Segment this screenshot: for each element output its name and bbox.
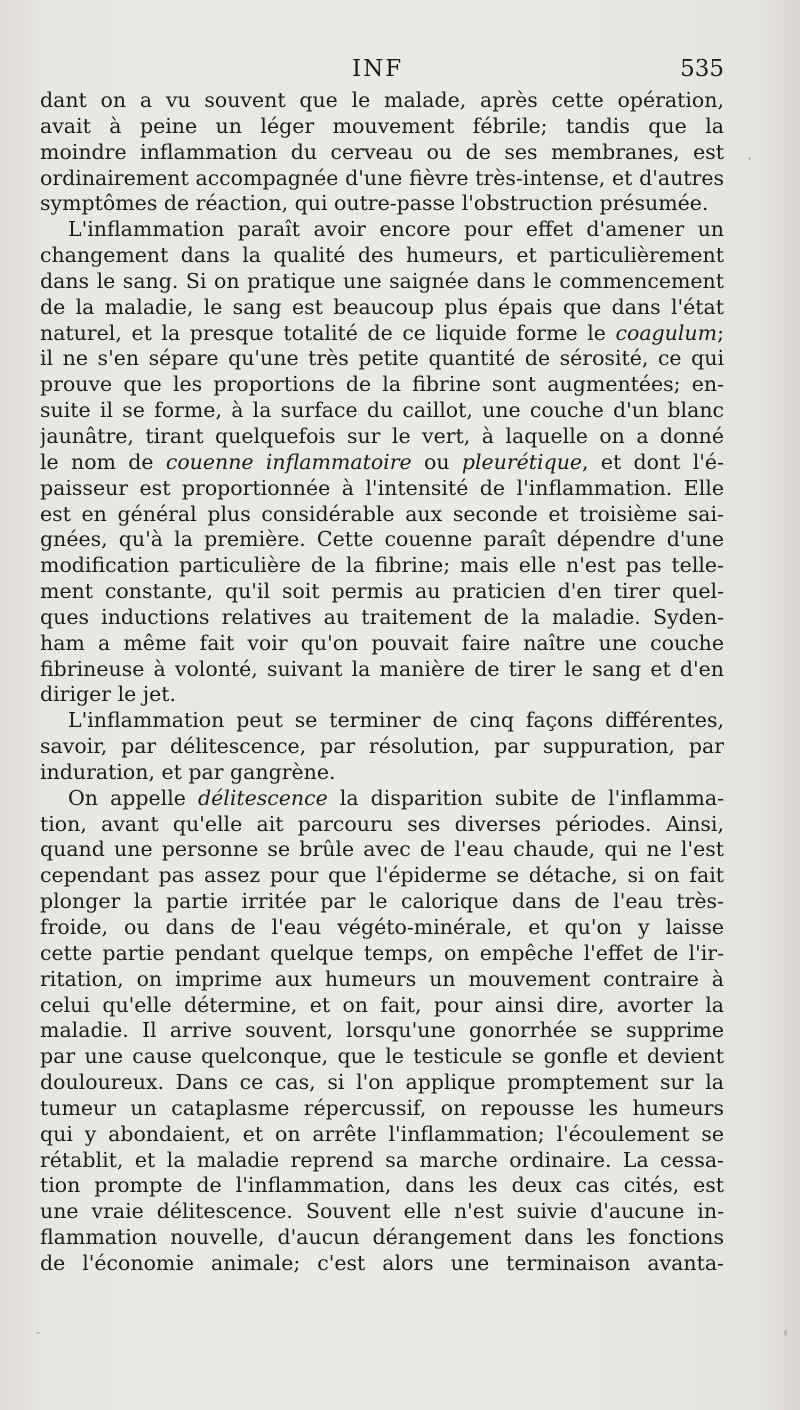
line-text: suite il se forme, à la surface du caillot, une couche d'un blanc — [40, 398, 724, 423]
text-line — [40, 243, 724, 269]
line-text: paisseur est proportionnée à l'intensité de l'inflammation. Elle — [40, 475, 724, 500]
line-text: ham a même fait voir qu'on pouvait faire naître une couche — [40, 630, 724, 655]
line-text: douloureux. Dans ce cas, si l'on applique promptement sur la — [40, 1070, 724, 1095]
line-text: savoir, par délitescence, par résolution, par suppuration, par — [40, 734, 724, 759]
line-text: est en général plus considérable aux seconde et troisième sai- — [40, 501, 724, 526]
text-line — [40, 1096, 724, 1122]
text-line — [40, 166, 724, 192]
line-text: le nom de — [40, 449, 166, 474]
text-line — [40, 812, 724, 838]
line-text: froide, ou dans de l'eau végéto-minérale, et qu'on y laisse — [40, 915, 724, 939]
line-text: il ne s'en sépare qu'une très petite quantité de sérosité, ce qui — [40, 346, 724, 371]
line-text: ou — [411, 449, 462, 474]
line-text: ordinairement accompagnée d'une fièvre très-intense, et d'autres — [40, 165, 724, 190]
text-line — [40, 1225, 724, 1251]
line-text: tion, avant qu'elle ait parcouru ses diverses périodes. Ainsi, — [40, 811, 724, 836]
line-text: ritation, on imprime aux humeurs un mouvement contraire à — [40, 966, 724, 991]
line-text: diriger le jet. — [40, 682, 177, 707]
running-head: INF — [352, 56, 404, 82]
line-text: tion prompte de l'inflammation, dans les deux cas cités, est — [40, 1173, 724, 1198]
line-text: cette partie pendant quelque temps, on empêche l'effet de l'ir- — [40, 940, 724, 965]
line-text: symptômes de réaction, qui outre-passe l'obstruction présumée. — [40, 191, 709, 216]
line-text: ques inductions relatives au traitement de la maladie. Syden- — [40, 604, 724, 629]
text-line — [40, 217, 724, 243]
text-line — [40, 734, 724, 760]
page-number: 535 — [680, 56, 724, 82]
text-line — [40, 1018, 724, 1044]
line-text: quand une personne se brûle avec de l'eau chaude, qui ne l'est — [40, 837, 724, 862]
text-line — [40, 889, 724, 915]
italic-term: pleurétique — [461, 449, 583, 474]
text-line — [40, 1070, 724, 1096]
paper-speck — [748, 157, 751, 160]
text-line — [40, 915, 724, 941]
line-text: jaunâtre, tirant quelquefois sur le vert, à laquelle on a donné — [40, 423, 724, 448]
text-line — [40, 140, 724, 166]
line-text: ; — [717, 320, 724, 345]
line-text: tumeur un cataplasme répercussif, on repousse les humeurs — [40, 1095, 724, 1120]
line-text: naturel, et la presque totalité de ce liquide forme le — [40, 320, 616, 345]
line-text: changement dans la qualité des humeurs, et particulièrement — [40, 243, 724, 268]
text-line — [40, 837, 724, 863]
text-line — [40, 967, 724, 993]
italic-term: couenne inflammatoire — [165, 449, 412, 474]
text-line — [40, 1044, 724, 1070]
text-line — [40, 631, 724, 657]
line-text: de l'économie animale; c'est alors une terminaison avanta- — [40, 1250, 724, 1275]
text-line — [40, 1173, 724, 1199]
line-text: avait à peine un léger mouvement fébrile; tandis que la — [40, 113, 724, 138]
text-line — [40, 579, 724, 605]
line-text: par une cause quelconque, que le testicule se gonfle et devient — [40, 1044, 724, 1069]
text-line — [40, 295, 724, 321]
line-text: dans le sang. Si on pratique une saignée dans le commencement — [40, 268, 724, 293]
text-line — [40, 786, 724, 812]
text-line — [40, 372, 724, 398]
line-text: cependant pas assez pour que l'épiderme se détache, si on fait — [40, 863, 724, 888]
line-text: On appelle — [68, 785, 199, 810]
text-line — [40, 476, 724, 502]
text-line — [40, 321, 724, 347]
text-line — [40, 605, 724, 631]
text-line — [40, 527, 724, 553]
line-text: moindre inflammation du cerveau ou de ses membranes, est — [40, 139, 724, 164]
paper-speck — [784, 1330, 787, 1336]
page-header — [40, 56, 724, 86]
text-line — [40, 269, 724, 295]
text-line — [40, 502, 724, 528]
text-line — [40, 398, 724, 424]
text-line — [40, 424, 724, 450]
text-line — [40, 1148, 724, 1174]
text-line — [40, 941, 724, 967]
line-text: celui qu'elle détermine, et on fait, pour ainsi dire, avorter la — [40, 992, 724, 1017]
italic-term: délitescence — [198, 785, 328, 810]
line-text: , et dont l'é- — [582, 449, 724, 474]
line-text: dant on a vu souvent que le malade, après cette opération, — [40, 88, 724, 112]
text-line — [40, 191, 724, 217]
text-line — [40, 450, 724, 476]
line-text: une vraie délitescence. Souvent elle n'est suivie d'aucune in- — [40, 1199, 724, 1224]
text-line — [40, 708, 724, 734]
text-line — [40, 1251, 724, 1277]
text-line — [40, 863, 724, 889]
line-text: prouve que les proportions de la fibrine sont augmentées; en- — [40, 372, 724, 397]
text-line — [40, 553, 724, 579]
line-text: plonger la partie irritée par le calorique dans de l'eau très- — [40, 889, 724, 914]
line-text: flammation nouvelle, d'aucun dérangement dans les fonctions — [40, 1225, 724, 1250]
line-text: L'inflammation paraît avoir encore pour effet d'amener un — [68, 217, 724, 242]
line-text: modification particulière de la fibrine; mais elle n'est pas telle- — [40, 553, 724, 578]
text-line — [40, 114, 724, 140]
line-text: maladie. Il arrive souvent, lorsqu'une gonorrhée se supprime — [40, 1018, 724, 1043]
text-line — [40, 346, 724, 372]
paper-speck — [36, 1332, 40, 1334]
line-text: rétablit, et la maladie reprend sa marche ordinaire. La cessa- — [40, 1147, 724, 1172]
text-line — [40, 760, 724, 786]
line-text: ment constante, qu'il soit permis au praticien d'en tirer quel- — [40, 579, 724, 604]
line-text: de la maladie, le sang est beaucoup plus épais que dans l'état — [40, 294, 724, 319]
text-line — [40, 1199, 724, 1225]
text-line — [40, 657, 724, 683]
text-line — [40, 88, 724, 114]
text-line — [40, 1122, 724, 1148]
line-text: qui y abondaient, et on arrête l'inflammation; l'écoulement se — [40, 1121, 724, 1146]
line-text: fibrineuse à volonté, suivant la manière de tirer le sang et d'en — [40, 656, 724, 681]
body-text — [40, 88, 724, 1277]
italic-term: coagulum — [615, 320, 718, 345]
line-text: induration, et par gangrène. — [40, 759, 336, 784]
line-text: la disparition subite de l'inflamma- — [327, 785, 724, 810]
line-text: L'inflammation peut se terminer de cinq façons différentes, — [68, 708, 724, 733]
line-text: gnées, qu'à la première. Cette couenne paraît dépendre d'une — [40, 527, 724, 552]
text-line — [40, 682, 724, 708]
text-line — [40, 993, 724, 1019]
